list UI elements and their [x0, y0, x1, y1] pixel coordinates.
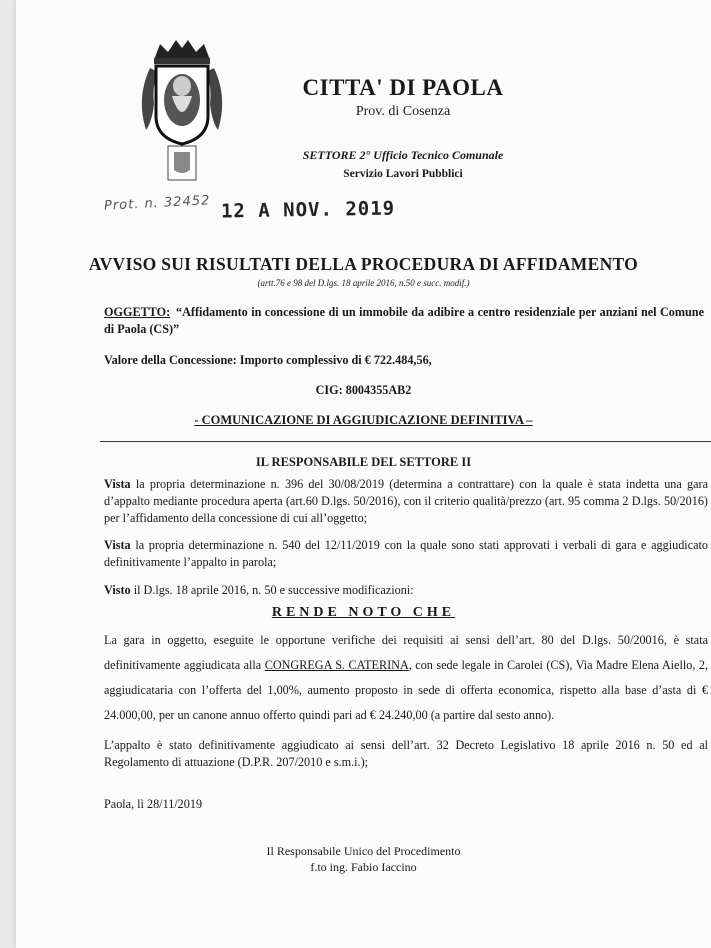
- oggetto-text: “Affidamento in concessione di un immobile da adibire a centro residenziale per anziani nel Comune di Paola (CS)”: [104, 305, 704, 336]
- paragraph-vista-2: [104, 537, 708, 571]
- paragraph-vista-1: [104, 476, 708, 527]
- settore-line: SETTORE 2° Ufficio Tecnico Comunale: [302, 148, 504, 162]
- paragraph-body: , con sede legale in Carolei (CS), Via Madre Elena Aiello, 2, aggiudicataria con l’offerta del 1,00%, aumento proposto in sede di offerta economica, rispetto alla base d’asta di € 24.000,00, per un canone annuo offerto quindi pari ad € 24.240,00 (a partire dal sesto anno).: [104, 658, 708, 722]
- oggetto-block: [104, 304, 704, 338]
- paragraph-visto: [104, 582, 708, 599]
- paragraph-appalto: L’appalto è stato definitivamente aggiudicato ai sensi dell’art. 32 Decreto Legislativo 18 aprile 2016 n. 50 ed al Regolamento di attuazione (D.P.R. 207/2010 e s.m.i.);: [104, 738, 708, 769]
- winner-name: CONGREGA S. CATERINA: [264, 658, 409, 672]
- handwritten-protocol: Prot. n. 32452: [103, 193, 211, 214]
- paragraph-body: la propria determinazione n. 396 del 30/08/2019 (determina a contrattare) con la quale è stata indetta una gara d’appalto mediante procedura aperta (art.60 D.lgs. 50/2016), con il criterio qualità/prezzo (art. 95 comma 2 D.lgs. 50/2016) per l’affidamento della concessione di cui all’oggetto;: [104, 477, 708, 525]
- divider: [100, 441, 711, 442]
- comunicazione-heading: [16, 412, 711, 429]
- oggetto-label: OGGETTO:: [104, 305, 171, 319]
- signature-role: Il Responsabile Unico del Procedimento: [266, 844, 461, 858]
- document-title-reference: (artt.76 e 98 del D.lgs. 18 aprile 2016, n.50 e succ. modif.): [257, 278, 470, 288]
- place-date: Paola, lì 28/11/2019: [104, 797, 203, 811]
- comunicazione-text: - COMUNICAZIONE DI AGGIUDICAZIONE DEFINITIVA –: [194, 413, 533, 427]
- document-title: AVVISO SUI RISULTATI DELLA PROCEDURA DI AFFIDAMENTO: [88, 254, 639, 274]
- paragraph-lead: Vista: [104, 477, 131, 491]
- valore-concessione: Valore della Concessione: Importo complessivo di € 722.484,56,: [104, 353, 432, 367]
- signature-name: f.to ing. Fabio Iaccino: [310, 860, 417, 874]
- rende-noto-text: RENDE NOTO CHE: [271, 605, 456, 620]
- paragraph-body: La gara in oggetto, eseguite le opportune verifiche dei requisiti ai sensi dell’art. 80 del D.lgs. 50/20016, è stata definitivamente aggiudicata alla: [104, 633, 708, 672]
- city-name: CITTA' DI PAOLA: [302, 75, 504, 100]
- paragraph-aggiudicazione: [104, 628, 708, 728]
- rende-noto-heading: [16, 604, 711, 621]
- cig-code: CIG: 8004355AB2: [315, 383, 412, 397]
- paragraph-lead: Vista: [104, 538, 131, 552]
- responsabile-heading: IL RESPONSABILE DEL SETTORE II: [255, 455, 472, 469]
- document-page: [16, 0, 711, 948]
- paragraph-body: il D.lgs. 18 aprile 2016, n. 50 e successive modificazioni:: [130, 583, 414, 597]
- paragraph-body: la propria determinazione n. 540 del 12/11/2019 con la quale sono stati approvati i verbali di gara e aggiudicato definitivamente l’appalto in parola;: [104, 538, 708, 569]
- paragraph-lead: Visto: [104, 583, 131, 597]
- province-name: Prov. di Cosenza: [355, 104, 451, 119]
- city-coat-of-arms-icon: [132, 38, 232, 186]
- servizio-line: Servizio Lavori Pubblici: [343, 168, 463, 180]
- date-stamp: 12 A NOV. 2019: [220, 197, 396, 223]
